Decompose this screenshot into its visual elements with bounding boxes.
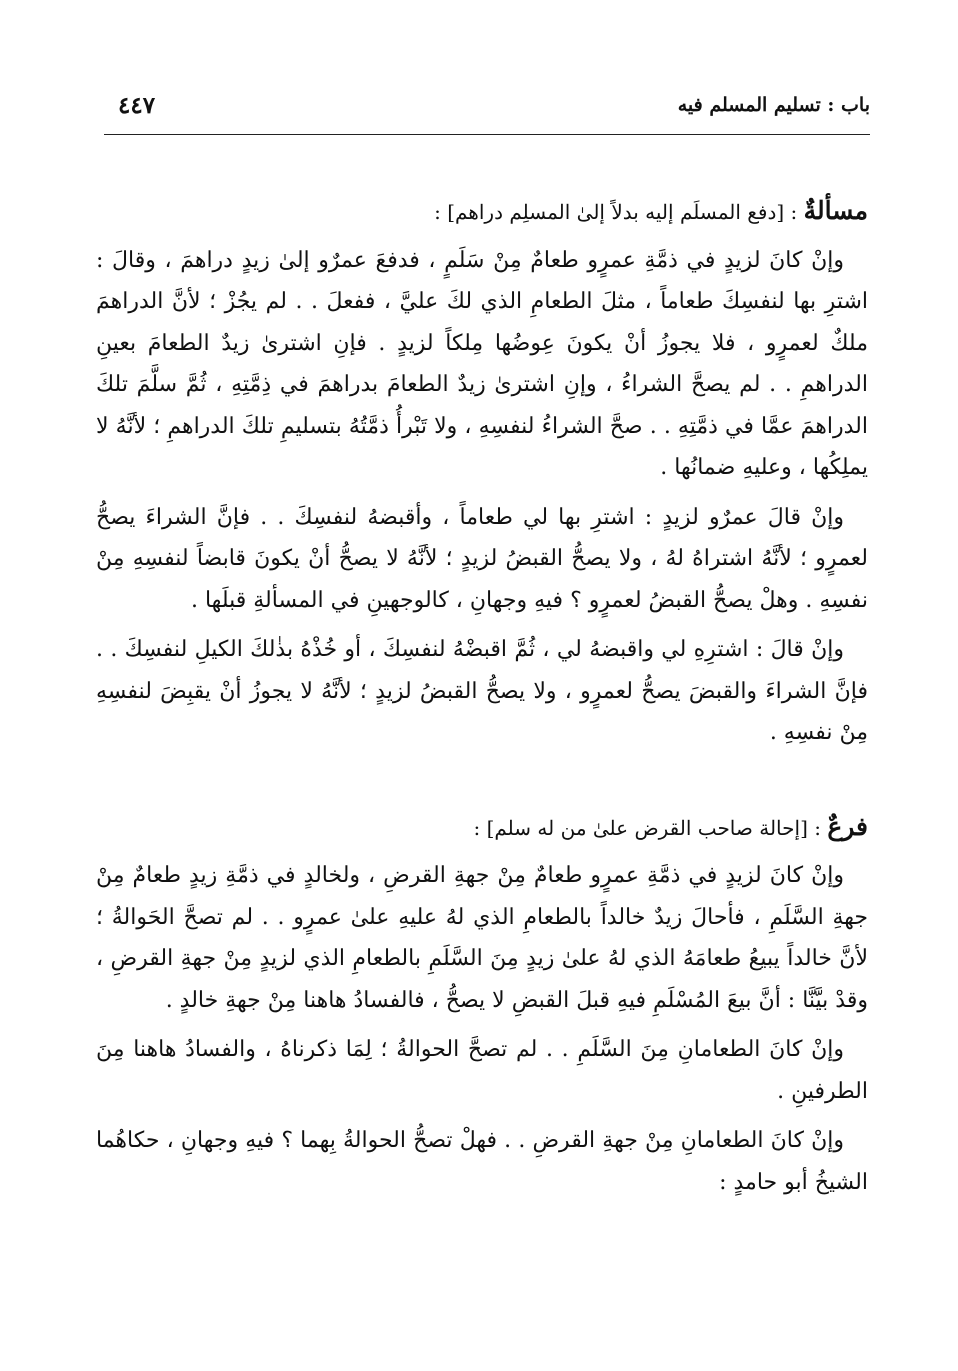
paragraph-3: وإنْ قالَ : اشترِهِ لي واقبضهُ لي ، ثُمَّ اقبضْهُ لنفسِكَ ، أو خُذْهُ بذٰلكَ الكيلِ لنفسِكَ . . فإنَّ الشراءَ والقبضَ يصحُّ لعمرٍو ، ولا يصحُّ القبضُ لزيدٍ ؛ لأنَّهُ لا يجوزُ أنْ يقبِضَ لنفسِهِ مِنْ نفسِهِ . (96, 637, 868, 745)
heading-title-far: : [إحالة صاحب القرض علىٰ من له سلم] : (473, 815, 828, 840)
paragraph-1: وإنْ كانَ لزيدٍ في ذمَّةِ عمرٍو طعامٌ مِنْ سَلَمٍ ، فدفعَ عمرٌو إلىٰ زيدٍ دراهمَ ، وقالَ : اشترِ بها لنفسِكَ طعاماً ، مثلَ الطعامِ الذي لكَ عليَّ ، ففعلَ . . لم يجُزْ ؛ لأنَّ الدراهمَ ملكٌ لعمرٍو ، فلا يجوزُ أنْ يكونَ عِوضُها مِلكاً لزيدٍ . فإنِ اشترىٰ زيدٌ الطعامَ بعينِ الدراهمِ . . لم يصحَّ الشراءُ ، وإنِ اشترىٰ زيدٌ الطعامَ بدراهمَ في ذِمَّتِهِ ، ثُمَّ سلَّمَ تلكَ الدراهمَ عمَّا في ذمَّتِهِ . . صحَّ الشراءُ لنفسِهِ ، ولا تَبْرأُ ذمَّتُهُ بتسليمِ تلكَ الدراهمِ ؛ لأنَّهُ لا يملِكُها ، وعليهِ ضمانُها . (96, 247, 868, 480)
paragraph-4: وإنْ كانَ لزيدٍ في ذمَّةِ عمرٍو طعامٌ مِنْ جهةِ القرضِ ، ولخالدٍ في ذمَّةِ زيدٍ طعامٌ مِنْ جهةِ السَّلَمِ ، فأحالَ زيدٌ خالداً بالطعامِ الذي لهُ عليهِ علىٰ عمرٍو . . لم تصحَّ الحَوالةُ ؛ لأنَّ خالداً يبيعُ طعامَهُ الذي لهُ علىٰ زيدٍ مِنَ السَّلَمِ بالطعامِ الذي لزيدٍ مِنْ جهةِ القرضِ ، وقدْ بيَّنَّا : أنَّ بيعَ المُسْلَمِ فيهِ قبلَ القبضِ لا يصحُّ ، فالفسادُ هاهنا مِنْ جهةِ خالدٍ . (96, 863, 868, 1013)
page-header (104, 92, 870, 135)
paragraph-2: وإنْ قالَ عمرٌو لزيدٍ : اشترِ بها لي طعاماً ، وأقبضهُ لنفسِكَ . . فإنَّ الشراءَ يصحُّ لعمرٍو ؛ لأنَّهُ اشتراهُ لهُ ، ولا يصحُّ القبضُ لزيدٍ ؛ لأنَّهُ لا يصحُّ أنْ يكونَ قابضاً لنفسِهِ مِنْ نفسِهِ . وهلْ يصحُّ القبضُ لعمرٍو ؟ فيهِ وجهانِ ، كالوجهينِ في المسألةِ قبلَها . (96, 504, 868, 613)
paragraph-5: وإنْ كانَ الطعامانِ مِنَ السَّلَمِ . . لم تصحَّ الحوالةُ ؛ لِمَا ذكرناهُ ، والفسادُ هاهنا مِنَ الطرفينِ . (96, 1037, 868, 1104)
page-body (96, 190, 868, 1203)
page-number: ٤٤٧ (118, 92, 156, 119)
paragraph-6: وإنْ كانَ الطعامانِ مِنْ جهةِ القرضِ . . فهلْ تصحُّ الحوالةُ بِهما ؟ فيهِ وجهانِ ، حكاهُما الشيخُ أبو حامدٍ : (96, 1128, 868, 1195)
heading-label-far: فرعٌ (827, 811, 868, 841)
heading-label-masala: مسألةٌ (803, 196, 868, 225)
heading-title-masala: : [دفع المسلَم إليه بدلاً إلىٰ المسلِم دراهم] : (434, 200, 804, 224)
section-heading-far (96, 806, 868, 850)
running-title: باب : تسليم المسلم فيه (677, 94, 870, 116)
section-heading-masala (96, 190, 868, 234)
